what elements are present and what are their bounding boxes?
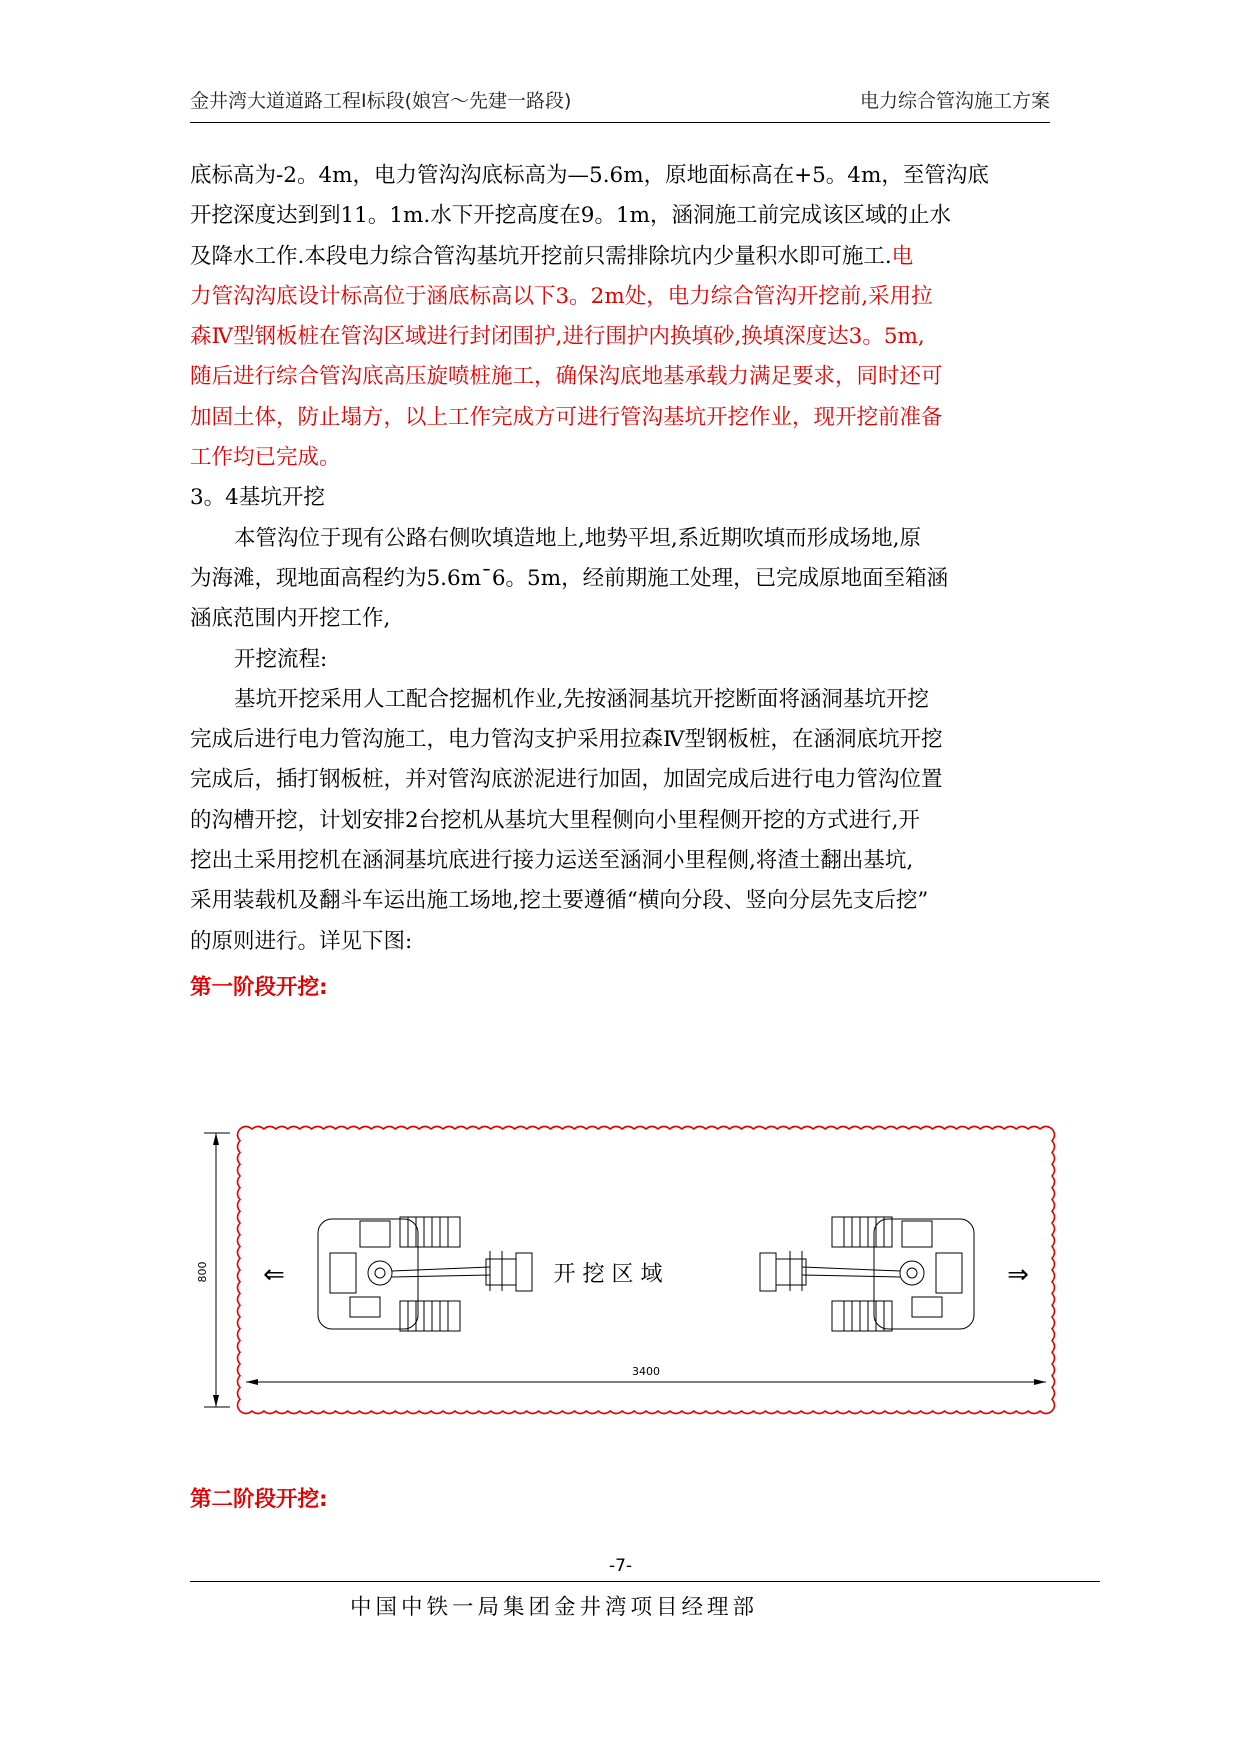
excavation-zone-label: 开 挖 区 域 <box>553 1262 663 1287</box>
paragraph-line: 及降水工作.本段电力综合管沟基坑开挖前只需排除坑内少量积水即可施工.电 <box>190 243 914 269</box>
dimension-arrowhead <box>246 1379 258 1385</box>
header-divider <box>190 122 1050 123</box>
page-header <box>190 86 1050 122</box>
paragraph-line: 开挖深度达到到11。1m.水下开挖高度在9。1m，涵洞施工前完成该区域的止水 <box>190 203 952 229</box>
footer-divider <box>190 1581 1100 1582</box>
paragraph-line-highlight: 随后进行综合管沟底高压旋喷桩施工，确保沟底地基承载力满足要求，同时还可 <box>190 364 943 390</box>
paragraph-line: 涵底范围内开挖工作, <box>190 606 391 632</box>
excavation-diagram-svg <box>190 1121 1070 1421</box>
paragraph-line: 基坑开挖采用人工配合挖掘机作业,先按涵洞基坑开挖断面将涵洞基坑开挖 <box>234 686 929 712</box>
paragraph-line: 开挖流程: <box>234 646 328 672</box>
paragraph-line: 为海滩，现地面高程约为5.6m¯6。5m，经前期施工处理，已完成原地面至箱涵 <box>190 565 949 591</box>
paragraph-line-highlight: 工作均已完成。 <box>190 445 341 471</box>
paragraph-line: 完成后，插打钢板桩，并对管沟底淤泥进行加固，加固完成后进行电力管沟位置 <box>190 767 943 793</box>
stage1-heading: 第一阶段开挖: <box>190 974 328 1000</box>
excavation-diagram <box>190 1121 1070 1421</box>
arrow-left-icon: ⇐ <box>263 1260 285 1290</box>
paragraph-line-highlight: 加固土体，防止塌方，以上工作完成方可进行管沟基坑开挖作业，现开挖前准备 <box>190 404 943 430</box>
dimension-arrowhead <box>213 1133 219 1145</box>
page-number: -7- <box>608 1556 633 1576</box>
track-treads <box>408 1217 448 1331</box>
height-dimension-label: 800 <box>196 1261 209 1283</box>
paragraph-line: 采用装载机及翻斗车运出施工场地,挖土要遵循“横向分段、竖向分层先支后挖” <box>190 888 929 914</box>
paragraph-line: 本管沟位于现有公路右侧吹填造地上,地势平坦,系近期吹填而形成场地,原 <box>234 525 922 551</box>
paragraph-line: 挖出土采用挖机在涵洞基坑底进行接力运送至涵洞小里程侧,将渣土翻出基坑, <box>190 848 914 874</box>
excavator-left <box>318 1217 532 1331</box>
paragraph-line-highlight: 力管沟沟底设计标高位于涵底标高以下3。2m处，电力综合管沟开挖前,采用拉 <box>190 283 933 309</box>
width-dimension-label: 3400 <box>632 1365 660 1378</box>
paragraph-line: 底标高为-2。4m，电力管沟沟底标高为—5.6m，原地面标高在+5。4m，至管沟底 <box>190 163 989 188</box>
footer-organization: 中国中铁一局集团金井湾项目经理部 <box>350 1595 759 1620</box>
paragraph-line: 的沟槽开挖，计划安排2台挖机从基坑大里程侧向小里程侧开挖的方式进行,开 <box>190 807 921 833</box>
excavator-right <box>760 1217 974 1331</box>
stage2-heading: 第二阶段开挖: <box>190 1487 328 1512</box>
header-project-title: 金井湾大道道路工程Ⅰ标段(娘宫～先建一路段) <box>190 90 572 112</box>
paragraph-line: 完成后进行电力管沟施工，电力管沟支护采用拉森Ⅳ型钢板桩，在涵洞底坑开挖 <box>190 727 943 753</box>
body-text <box>190 156 1050 1014</box>
header-document-title: 电力综合管沟施工方案 <box>859 90 1050 112</box>
section-heading: 3。4基坑开挖 <box>190 485 325 511</box>
arrow-right-icon: ⇒ <box>1007 1260 1029 1290</box>
dimension-arrowhead <box>1034 1379 1046 1385</box>
paragraph-line: 的原则进行。详见下图: <box>190 928 413 954</box>
track-treads <box>844 1217 884 1331</box>
dimension-arrowhead <box>213 1395 219 1407</box>
paragraph-line-highlight: 森Ⅳ型钢板桩在管沟区域进行封闭围护,进行围护内换填砂,换填深度达3。5m, <box>190 324 925 350</box>
